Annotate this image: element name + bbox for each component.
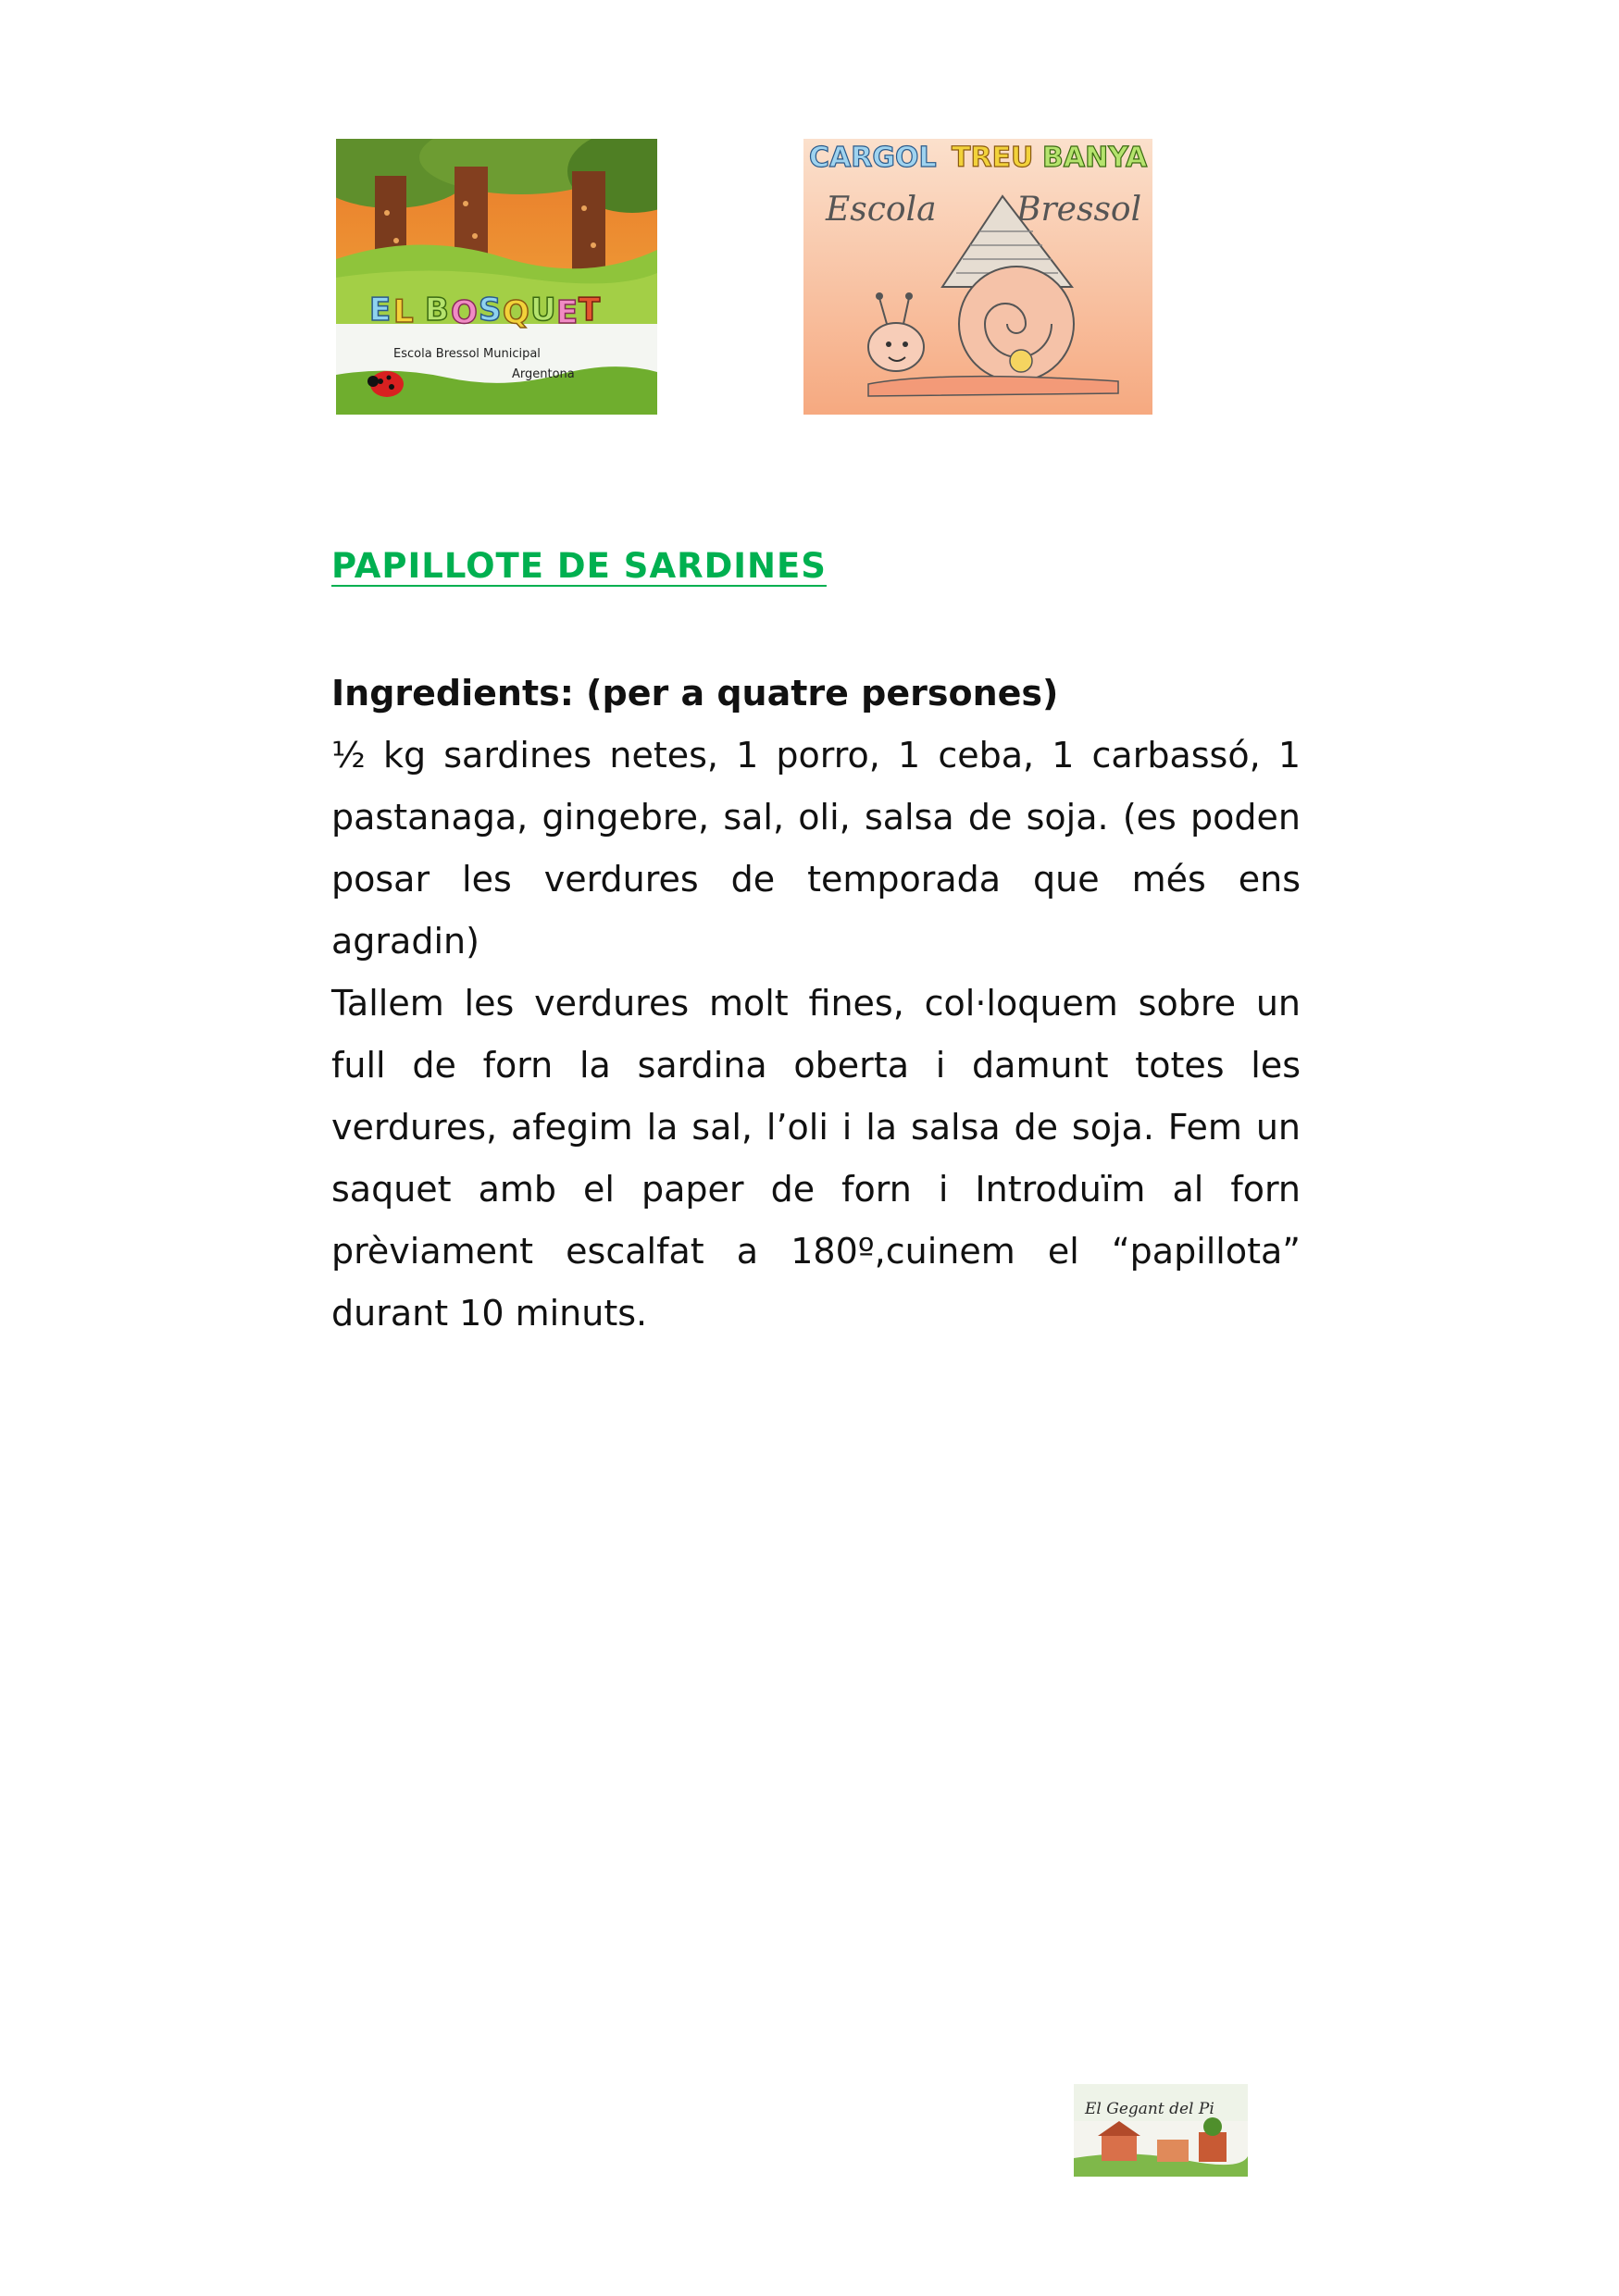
el-bosquet-logo — [336, 139, 657, 415]
cargol-treu-banya-logo — [803, 139, 1152, 415]
svg-text:Q: Q — [503, 294, 529, 331]
logo-line1: Escola Bressol Municipal — [393, 347, 541, 361]
svg-text:U: U — [530, 292, 556, 329]
logo-line2: Argentona — [512, 367, 575, 381]
svg-text:Escola: Escola — [826, 191, 937, 229]
svg-text:T: T — [579, 292, 601, 329]
ingredients-heading: Ingredients: (per a quatre persones) — [331, 673, 1059, 714]
instructions-text: Tallem les verdures molt fines, col·loquem sobre un full de forn la sardina oberta i damunt totes les verdures, afegim la sal, l’oli i la salsa de soja. Fem un saquet amb el paper de forn i Introduïm al forn prèviament escalfat a 180º,cuinem el “papillota” durant 10 minuts. — [331, 983, 1301, 1334]
svg-text:Bressol: Bressol — [1016, 191, 1142, 229]
el-gegant-del-pi-logo — [1074, 2084, 1248, 2177]
svg-text:TREU: TREU — [952, 142, 1034, 174]
recipe-title: PAPILLOTE DE SARDINES — [331, 546, 827, 586]
svg-text:B: B — [425, 292, 449, 329]
svg-text:E: E — [556, 294, 579, 331]
recipe-body — [331, 663, 1301, 1345]
svg-text:El Gegant del Pi: El Gegant del Pi — [1085, 2100, 1214, 2118]
svg-text:CARGOL: CARGOL — [809, 142, 937, 174]
svg-text:BANYA: BANYA — [1042, 142, 1148, 174]
ingredients-text: ½ kg sardines netes, 1 porro, 1 ceba, 1 carbassó, 1 pastanaga, gingebre, sal, oli, salsa de soja. (es poden posar les verdures de temporada que més ens agradin) — [331, 735, 1301, 962]
svg-text:S: S — [479, 292, 502, 329]
svg-text:L: L — [393, 293, 414, 330]
svg-text:O: O — [451, 294, 478, 331]
svg-text:E: E — [369, 292, 392, 329]
